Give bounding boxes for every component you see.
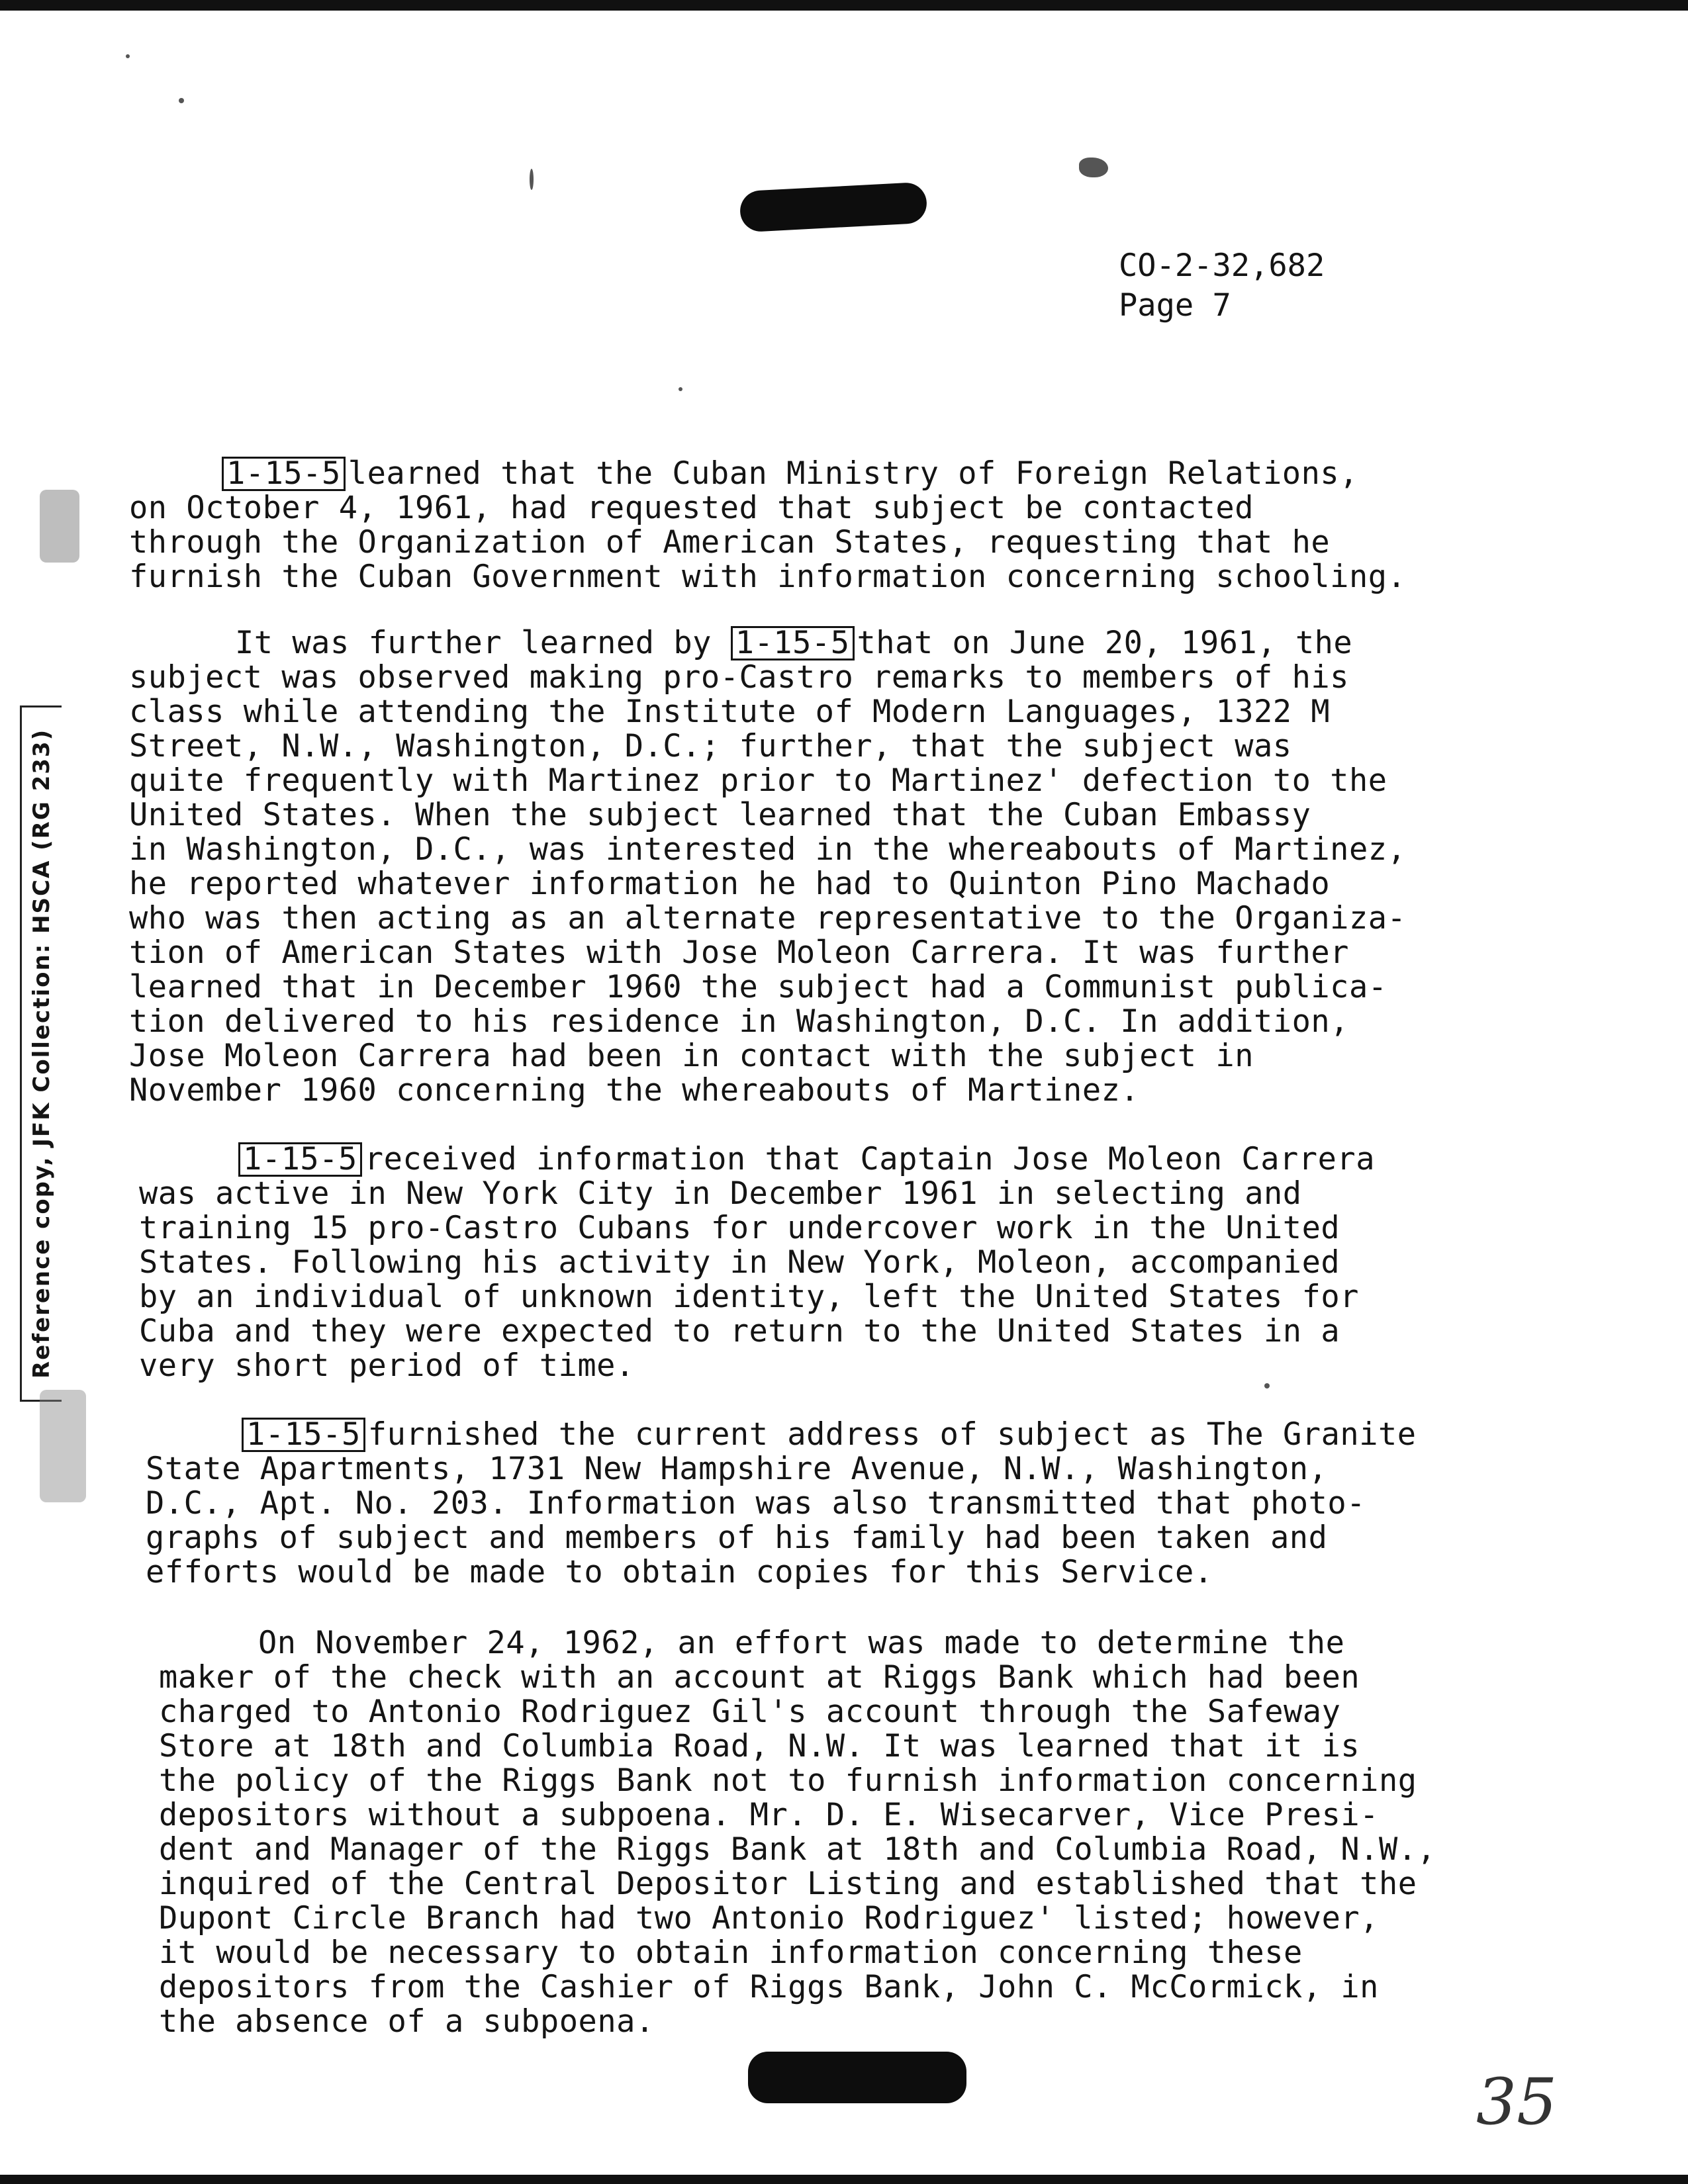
source-bracket: 1-15-5 bbox=[242, 1418, 365, 1452]
paragraph-line: it would be necessary to obtain information concerning these bbox=[159, 1934, 1303, 1971]
paragraph-2 bbox=[129, 626, 1406, 1108]
paragraph-line: by an individual of unknown identity, left the United States for bbox=[139, 1279, 1359, 1315]
paragraph-line: depositors without a subpoena. Mr. D. E. Wisecarver, Vice Presi- bbox=[159, 1797, 1379, 1833]
source-bracket: 1-15-5 bbox=[238, 1142, 362, 1177]
paragraph-line: D.C., Apt. No. 203. Information was also transmitted that photo- bbox=[146, 1485, 1366, 1522]
paragraph-line: States. Following his activity in New York, Moleon, accompanied bbox=[139, 1244, 1340, 1281]
paragraph-line: On November 24, 1962, an effort was made to determine the bbox=[258, 1625, 1345, 1661]
source-bracket: 1-15-5 bbox=[731, 626, 855, 660]
redaction-bottom bbox=[748, 2052, 966, 2103]
page-label: Page 7 bbox=[1119, 287, 1231, 324]
redaction-top bbox=[739, 182, 928, 233]
source-bracket: 1-15-5 bbox=[222, 457, 346, 491]
paragraph-line: dent and Manager of the Riggs Bank at 18th and Columbia Road, N.W., bbox=[159, 1831, 1436, 1868]
paragraph-line bbox=[139, 1142, 1375, 1177]
paragraph-line: furnish the Cuban Government with information concerning schooling. bbox=[129, 559, 1407, 595]
paragraph-line: tion delivered to his residence in Washington, D.C. In addition, bbox=[129, 1003, 1349, 1040]
paragraph-line: Jose Moleon Carrera had been in contact with the subject in bbox=[129, 1038, 1254, 1074]
paragraph-line: very short period of time. bbox=[139, 1347, 635, 1384]
paragraph-line: was active in New York City in December 1961 in selecting and bbox=[139, 1175, 1302, 1212]
paragraph-line: maker of the check with an account at Riggs Bank which had been bbox=[159, 1659, 1360, 1696]
paragraph-line: quite frequently with Martinez prior to Martinez' defection to the bbox=[129, 762, 1387, 799]
paragraph-line: Street, N.W., Washington, D.C.; further, that the subject was bbox=[129, 728, 1292, 764]
paragraph-line: training 15 pro-Castro Cubans for undercover work in the United bbox=[139, 1210, 1340, 1246]
scan-top-border bbox=[0, 0, 1688, 11]
scan-smudge bbox=[40, 1390, 86, 1502]
paragraph-line: depositors from the Cashier of Riggs Bank, John C. McCormick, in bbox=[159, 1969, 1379, 2005]
paragraph-line bbox=[129, 626, 1406, 660]
line-text: learned that the Cuban Ministry of Foreign Relations, bbox=[348, 455, 1358, 492]
paragraph-line: learned that in December 1960 the subject had a Communist publica- bbox=[129, 969, 1387, 1005]
document-header bbox=[1119, 246, 1325, 326]
scan-speck bbox=[1264, 1383, 1270, 1388]
paragraph-line: Dupont Circle Branch had two Antonio Rodriguez' listed; however, bbox=[159, 1900, 1379, 1936]
handwritten-mark: 35 bbox=[1476, 2065, 1558, 2139]
paragraph-line bbox=[129, 457, 1406, 491]
scan-speck bbox=[179, 98, 184, 103]
scan-speck bbox=[1079, 158, 1108, 177]
scan-speck bbox=[679, 387, 682, 391]
line-text: that on June 20, 1961, the bbox=[857, 625, 1353, 661]
line-text: furnished the current address of subject as The Granite bbox=[367, 1416, 1417, 1453]
paragraph-line: who was then acting as an alternate representative to the Organiza- bbox=[129, 900, 1407, 936]
scan-speck bbox=[126, 54, 130, 58]
paragraph-5 bbox=[159, 1626, 1436, 2039]
paragraph-line: on October 4, 1961, had requested that subject be contacted bbox=[129, 490, 1254, 526]
paragraph-line: inquired of the Central Depositor Listing and established that the bbox=[159, 1866, 1417, 1902]
line-prefix: It was further learned by bbox=[235, 625, 712, 661]
side-stamp: Reference copy, JFK Collection: HSCA (RG 233) bbox=[20, 705, 62, 1402]
paragraph-line: State Apartments, 1731 New Hampshire Avenue, N.W., Washington, bbox=[146, 1451, 1328, 1487]
file-number: CO-2-32,682 bbox=[1119, 248, 1325, 284]
paragraph-line: charged to Antonio Rodriguez Gil's account through the Safeway bbox=[159, 1694, 1341, 1730]
paragraph-line: the policy of the Riggs Bank not to furnish information concerning bbox=[159, 1762, 1417, 1799]
paragraph-line: tion of American States with Jose Moleon Carrera. It was further bbox=[129, 934, 1349, 971]
scan-smudge bbox=[40, 490, 79, 563]
paragraph-line bbox=[146, 1418, 1417, 1452]
line-text: received information that Captain Jose Moleon Carrera bbox=[364, 1141, 1375, 1177]
paragraph-line: United States. When the subject learned that the Cuban Embassy bbox=[129, 797, 1311, 833]
paragraph-line: subject was observed making pro-Castro remarks to members of his bbox=[129, 659, 1349, 696]
paragraph-line: in Washington, D.C., was interested in the whereabouts of Martinez, bbox=[129, 831, 1407, 868]
paragraph-4 bbox=[146, 1418, 1417, 1590]
paragraph-line: through the Organization of American States, requesting that he bbox=[129, 524, 1331, 561]
paragraph-1 bbox=[129, 457, 1406, 594]
paragraph-line: November 1960 concerning the whereabouts of Martinez. bbox=[129, 1072, 1140, 1109]
paragraph-line: Store at 18th and Columbia Road, N.W. It was learned that it is bbox=[159, 1728, 1360, 1764]
scan-speck bbox=[530, 169, 534, 190]
scan-bottom-border bbox=[0, 2175, 1688, 2184]
paragraph-line: the absence of a subpoena. bbox=[159, 2003, 655, 2040]
paragraph-3 bbox=[139, 1142, 1375, 1383]
paragraph-line: he reported whatever information he had to Quinton Pino Machado bbox=[129, 866, 1331, 902]
paragraph-line: Cuba and they were expected to return to the United States in a bbox=[139, 1313, 1340, 1349]
paragraph-line: class while attending the Institute of Modern Languages, 1322 M bbox=[129, 694, 1331, 730]
paragraph-line: efforts would be made to obtain copies for this Service. bbox=[146, 1554, 1213, 1590]
paragraph-line: graphs of subject and members of his family had been taken and bbox=[146, 1520, 1328, 1556]
